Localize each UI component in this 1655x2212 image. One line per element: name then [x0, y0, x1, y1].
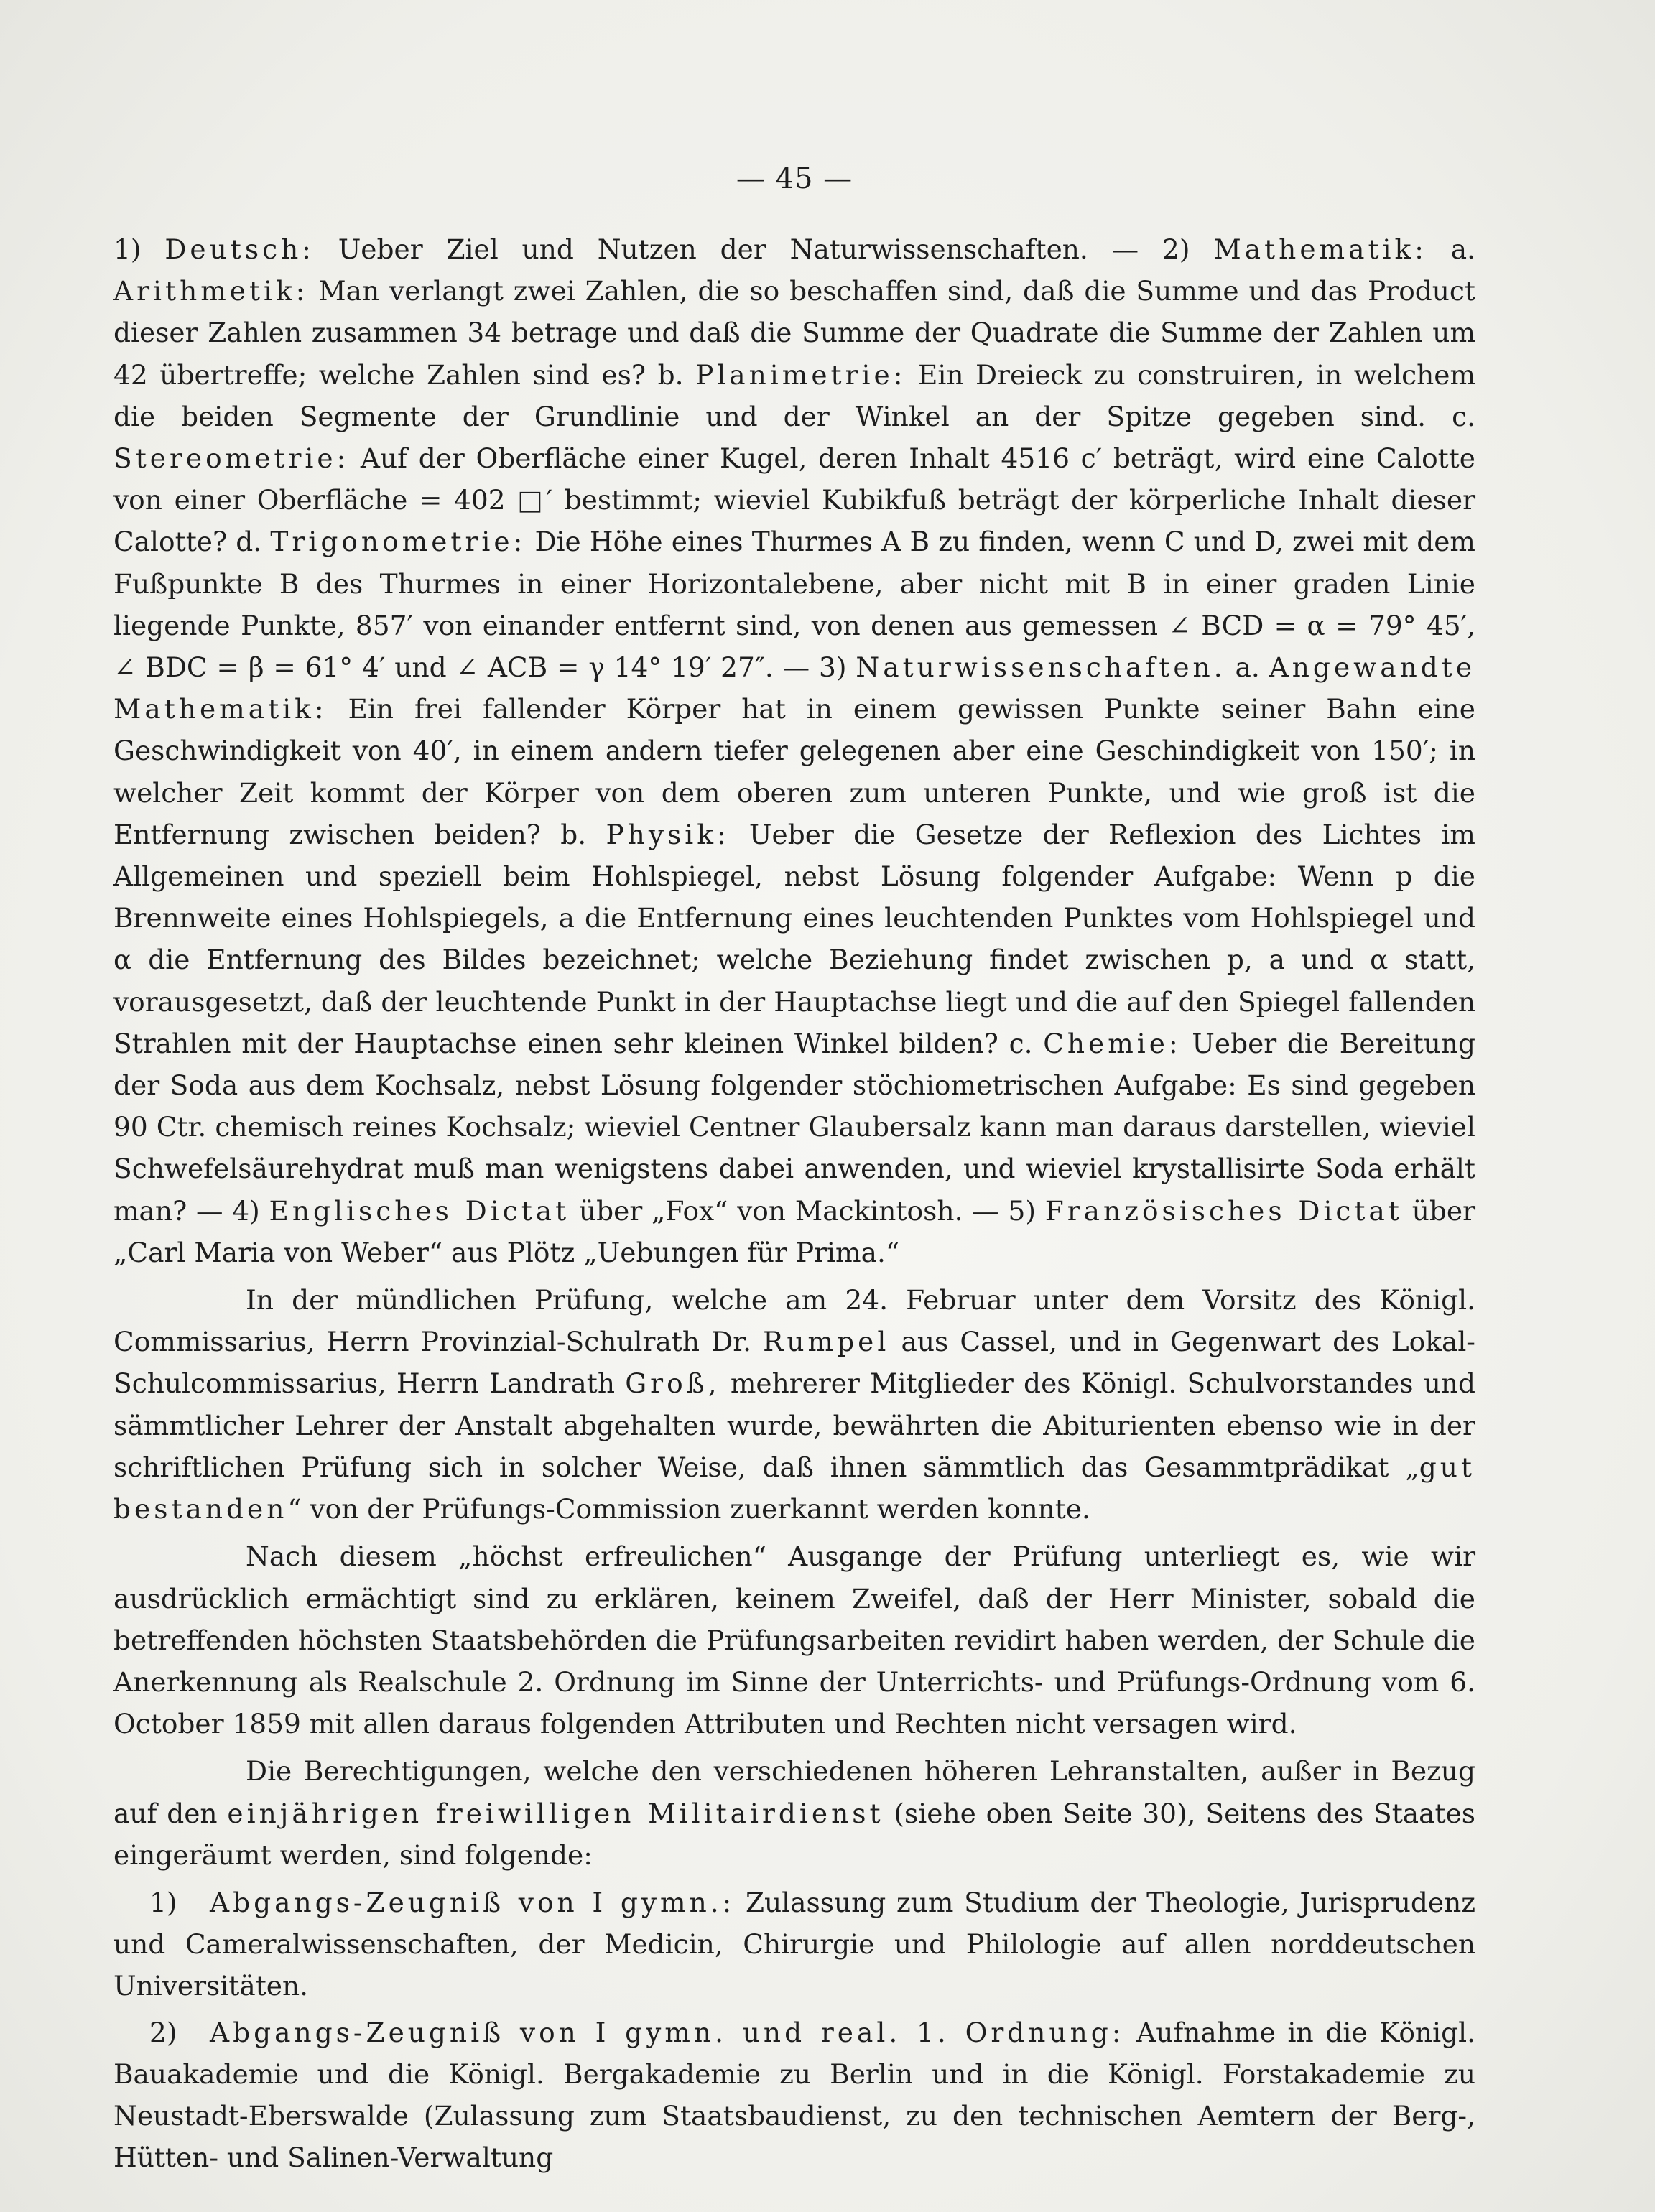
list-text: Zulassung zum Studium der Theologie, Jurisprudenz und Cameralwissenschaften, der Medicin, Chirurgie und Philologie auf allen norddeutschen Universitäten. — [113, 1886, 1475, 2002]
text-run: Man verlangt zwei Zahlen, die so beschaffen sind, daß die Summe und das Product dieser Zahlen zusammen 34 betrage und daß die Summe der Quadrate die Summe der Zahlen um 42 übertreffe; welche Zahlen sind es? b. — [113, 275, 1475, 391]
page-number: — 45 — — [736, 162, 853, 195]
subject-heading: Trigonometrie: — [270, 526, 527, 558]
text-run: Ueber Ziel und Nutzen der Naturwissenschaften. — 2) — [314, 233, 1214, 265]
subject-heading: Stereometrie: — [113, 442, 350, 475]
text-run: mehrerer Mitglieder des Königl. Schulvorstandes und sämmtlicher Lehrer der Anstalt abgehalten wurde, bewährten die Abiturienten ebenso wie in der schriftlichen Prüfung sich in solcher Weise, daß ihnen sämmtlich das Gesammtprädikat „ — [113, 1367, 1475, 1483]
subject-heading: Chemie: — [1043, 1027, 1182, 1059]
emphasis-text: einjährigen freiwilligen Militairdienst — [227, 1797, 884, 1829]
text-run: Ein frei fallender Körper hat in einem gewissen Punkte seiner Bahn eine Geschwindigkeit von 40′, in einem andern tiefer gelegenen aber eine Geschindigkeit von 150′; in welcher Zeit kommt der Körper von dem oberen zum unteren Punkte, und wie groß ist die Entfernung zwischen beiden? b. — [113, 693, 1475, 850]
person-name: Rumpel — [763, 1326, 890, 1358]
list-item — [113, 1882, 1475, 2007]
subject-heading: Naturwissenschaften. — [856, 651, 1226, 684]
text-run: Ein Dreieck zu construiren, in welchem die beiden Segmente der Grundlinie und der Winkel an der Spitze gegeben sind. c. — [113, 358, 1475, 432]
text-run: über „Fox“ von Mackintosh. — 5) — [570, 1194, 1045, 1227]
paragraph-exam-topics — [113, 228, 1475, 1273]
text-block — [113, 158, 1475, 2183]
text-run: Die Höhe eines Thurmes A B zu finden, wenn C und D, zwei mit dem Fußpunkte B des Thurmes in einer Horizontalebene, aber nicht mit B in einer graden Linie liegende Punkte, 857′ von einander entfernt sind, von denen aus gemessen ∠ BCD = α = 79° 45′, ∠ BDC = β = 61° 4′ und ∠ ACB = γ 14° 19′ 27″. — 3) — [113, 526, 1475, 684]
list-heading: Abgangs-Zeugniß von I gymn. und real. 1. Ordnung: — [210, 2016, 1125, 2048]
list-number: 1) — [149, 1886, 177, 1918]
text-run: In der mündlichen Prüfung, welche am 24. Februar unter dem Vorsitz des Königl. Commissarius, Herrn Provinzial-Schulrath Dr. — [113, 1284, 1475, 1358]
subject-heading: Planimetrie: — [695, 358, 907, 391]
subject-heading: Mathematik: — [1213, 233, 1427, 265]
list-text: Aufnahme in die Königl. Bauakademie und die Königl. Bergakademie zu Berlin und in die Königl. Forstakademie zu Neustadt-Eberswalde (Zulassung zum Staatsbaudienst, zu den technischen Aemtern der Berg-, Hütten- und Salinen-Verwaltung — [113, 2016, 1475, 2174]
subject-heading: Arithmetik: — [113, 275, 309, 307]
paragraph-oral-exam — [113, 1279, 1475, 1530]
grade-text: gut bestanden — [113, 1451, 1475, 1525]
subject-heading: Deutsch: — [164, 233, 315, 265]
text-run: Auf der Oberfläche einer Kugel, deren Inhalt 4516 c′ beträgt, wird eine Calotte von einer Oberfläche = 402 □′ bestimmt; wieviel Kubikfuß beträgt der körperliche Inhalt dieser Calotte? d. — [113, 442, 1475, 558]
text-run: aus Cassel, und in Gegenwart des Lokal-Schulcommissarius, Herrn Landrath — [113, 1326, 1475, 1400]
text-run: “ von der Prüfungs-Commission zuerkannt werden konnte. — [287, 1493, 1090, 1525]
text-run: Ueber die Gesetze der Reflexion des Lichtes im Allgemeinen und speziell beim Hohlspiegel, nebst Lösung folgender Aufgabe: Wenn p die Brennweite eines Hohlspiegels, a die Entfernung eines leuchtenden Punktes vom Hohlspiegel und α die Entfernung des Bildes bezeichnet; welche Beziehung findet zwischen p, a und α statt, vorausgesetzt, daß der leuchtende Punkt in der Hauptachse liegt und die auf den Spiegel fallenden Strahlen mit der Hauptachse einen sehr kleinen Winkel bilden? c. — [113, 818, 1475, 1059]
text-run: Die Berechtigungen, welche den verschiedenen höheren Lehranstalten, außer in Bezug auf den — [113, 1755, 1475, 1829]
text-run: über „Carl Maria von Weber“ aus Plötz „Uebungen für Prima.“ — [113, 1194, 1475, 1268]
person-name: Groß, — [625, 1367, 720, 1400]
list-item — [113, 2012, 1475, 2179]
paragraph-entitlements — [113, 1750, 1475, 1876]
text-run: a. — [1225, 651, 1269, 684]
subject-heading: Physik: — [606, 818, 730, 850]
text-run: (siehe oben Seite 30), Seitens des Staates eingeräumt werden, sind folgende: — [113, 1797, 1476, 1871]
text-run: 1) — [113, 233, 165, 265]
text-run: a. — [1427, 233, 1475, 265]
paragraph-result: Nach diesem „höchst erfreulichen“ Ausgange der Prüfung unterliegt es, wie wir ausdrücklich ermächtigt sind zu erklären, keinem Zweifel, daß der Herr Minister, sobald die betreffenden höchsten Staatsbehörden die Prüfungsarbeiten revidirt haben werden, der Schule die Anerkennung als Realschule 2. Ordnung im Sinne der Unterrichts- und Prüfungs-Ordnung vom 6. October 1859 mit allen daraus folgenden Attributen und Rechten nicht versagen wird. — [113, 1540, 1475, 1740]
list-heading: Abgangs-Zeugniß von I gymn.: — [210, 1886, 736, 1918]
list-number: 2) — [149, 2016, 177, 2048]
subject-heading: Englisches Dictat — [269, 1194, 570, 1227]
subject-heading: Französisches Dictat — [1044, 1194, 1403, 1227]
text-run: Ueber die Bereitung der Soda aus dem Kochsalz, nebst Lösung folgender stöchiometrischen Aufgabe: Es sind gegeben 90 Ctr. chemisch reines Kochsalz; wieviel Centner Glaubersalz kann man daraus darstellen, wieviel Schwefelsäurehydrat muß man wenigstens dabei anwenden, und wieviel krystallisirte Soda erhält man? — 4) — [113, 1027, 1475, 1227]
subject-heading: Angewandte Mathematik: — [113, 651, 1476, 725]
